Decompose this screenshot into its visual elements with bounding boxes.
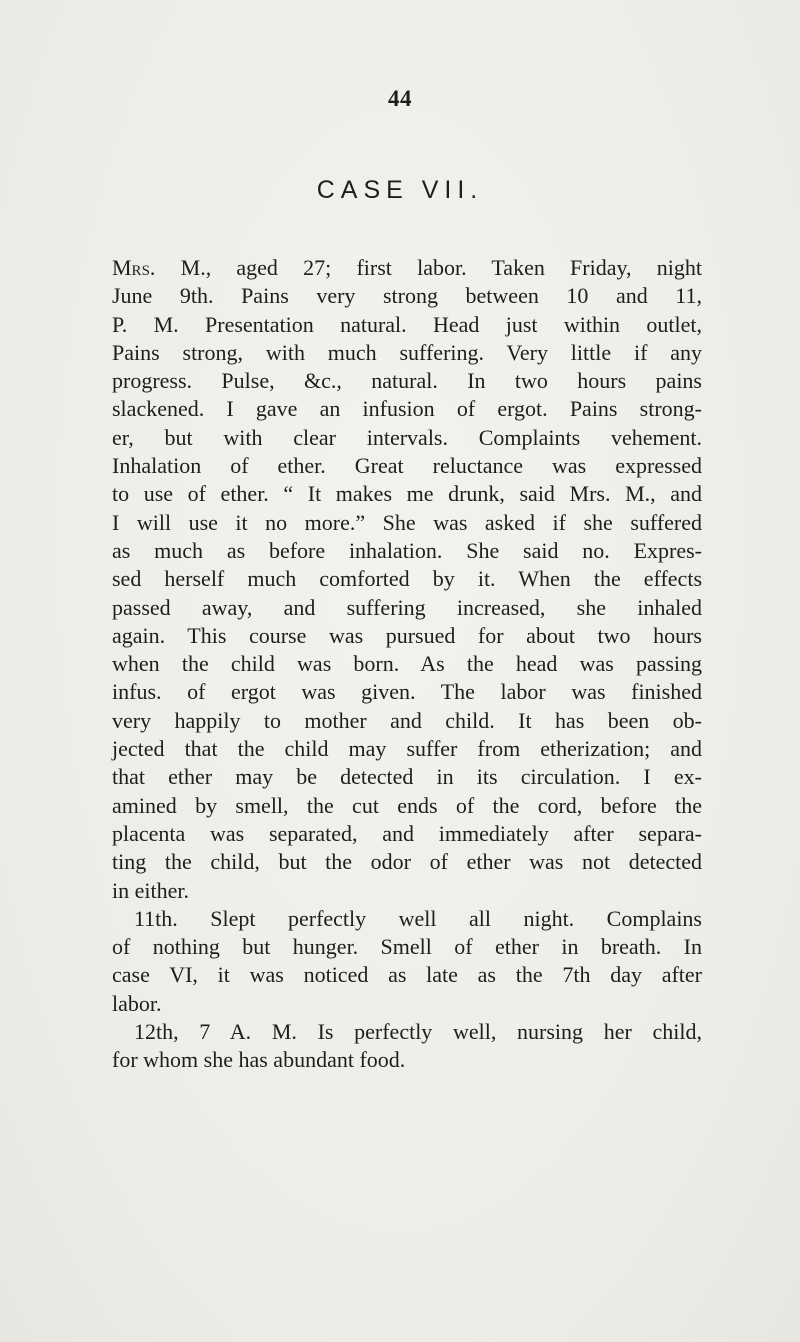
text-line-content: infus. of ergot was given. The labor was finished xyxy=(112,679,702,705)
text-line-content: June 9th. Pains very strong between 10 and 11, xyxy=(112,283,702,309)
text-line xyxy=(112,678,702,706)
text-line xyxy=(112,339,702,367)
text-line-content: amined by smell, the cut ends of the cord, before the xyxy=(112,792,702,818)
text-line-content: er, but with clear intervals. Complaints vehement. xyxy=(112,424,702,450)
text-line-content: 11th. Slept perfectly well all night. Complains xyxy=(134,905,702,931)
text-line xyxy=(112,254,702,282)
text-line xyxy=(112,877,702,905)
text-line-content: placenta was separated, and immediately after separa- xyxy=(112,820,702,846)
text-line-content: again. This course was pursued for about two hours xyxy=(112,622,702,648)
text-line-content: for whom she has abundant food. xyxy=(112,1047,406,1073)
text-line-content: P. M. Presentation natural. Head just within outlet, xyxy=(112,311,702,337)
text-line-content: case VI, it was noticed as late as the 7th day after xyxy=(112,962,702,988)
text-line xyxy=(112,424,702,452)
salutation: Mrs. xyxy=(112,255,156,280)
text-line-content: progress. Pulse, &c., natural. In two hours pains xyxy=(112,368,702,394)
text-line xyxy=(112,480,702,508)
text-line-content: jected that the child may suffer from etherization; and xyxy=(112,736,702,762)
text-line xyxy=(112,1018,702,1046)
text-line xyxy=(112,820,702,848)
text-line-content: in either. xyxy=(112,877,189,903)
text-line-content: ting the child, but the odor of ether was not detected xyxy=(112,849,702,875)
text-line xyxy=(112,707,702,735)
text-line-content: Pains strong, with much suffering. Very little if any xyxy=(112,339,702,365)
text-line xyxy=(112,1046,702,1074)
text-line-content: sed herself much comforted by it. When the effects xyxy=(112,566,702,592)
text-line xyxy=(112,848,702,876)
text-line xyxy=(112,961,702,989)
text-line xyxy=(112,509,702,537)
text-line xyxy=(112,763,702,791)
text-line-content: labor. xyxy=(112,990,162,1016)
text-line xyxy=(112,905,702,933)
text-line xyxy=(112,395,702,423)
text-line xyxy=(112,367,702,395)
text-line xyxy=(112,452,702,480)
text-line-content: M., aged 27; first labor. Taken Friday, night xyxy=(155,255,702,280)
page-number: 44 xyxy=(388,86,412,111)
text-line-content: passed away, and suffering increased, she inhaled xyxy=(112,594,702,620)
text-line-content: slackened. I gave an infusion of ergot. Pains strong- xyxy=(112,396,702,422)
text-line-content: very happily to mother and child. It has been ob- xyxy=(112,707,702,733)
text-line xyxy=(112,537,702,565)
text-line-content: that ether may be detected in its circulation. I ex- xyxy=(112,764,702,790)
text-line xyxy=(112,735,702,763)
case-narrative xyxy=(112,254,702,1075)
text-line xyxy=(112,282,702,310)
text-line xyxy=(112,311,702,339)
text-line-content: to use of ether. “ It makes me drunk, said Mrs. M., and xyxy=(112,481,702,507)
text-line xyxy=(112,622,702,650)
text-line xyxy=(112,933,702,961)
text-line xyxy=(112,650,702,678)
text-line-content: Inhalation of ether. Great reluctance was expressed xyxy=(112,453,702,479)
text-line xyxy=(112,565,702,593)
text-line-content: I will use it no more.” She was asked if she suffered xyxy=(112,509,702,535)
text-line xyxy=(112,990,702,1018)
text-line-content: when the child was born. As the head was passing xyxy=(112,651,702,677)
text-line xyxy=(112,792,702,820)
text-line-content: of nothing but hunger. Smell of ether in breath. In xyxy=(112,934,702,960)
text-line-content: 12th, 7 A. M. Is perfectly well, nursing her child, xyxy=(134,1019,702,1045)
case-title: CASE VII. xyxy=(316,176,484,204)
text-line xyxy=(112,594,702,622)
text-line-content: as much as before inhalation. She said no. Expres- xyxy=(112,537,702,563)
